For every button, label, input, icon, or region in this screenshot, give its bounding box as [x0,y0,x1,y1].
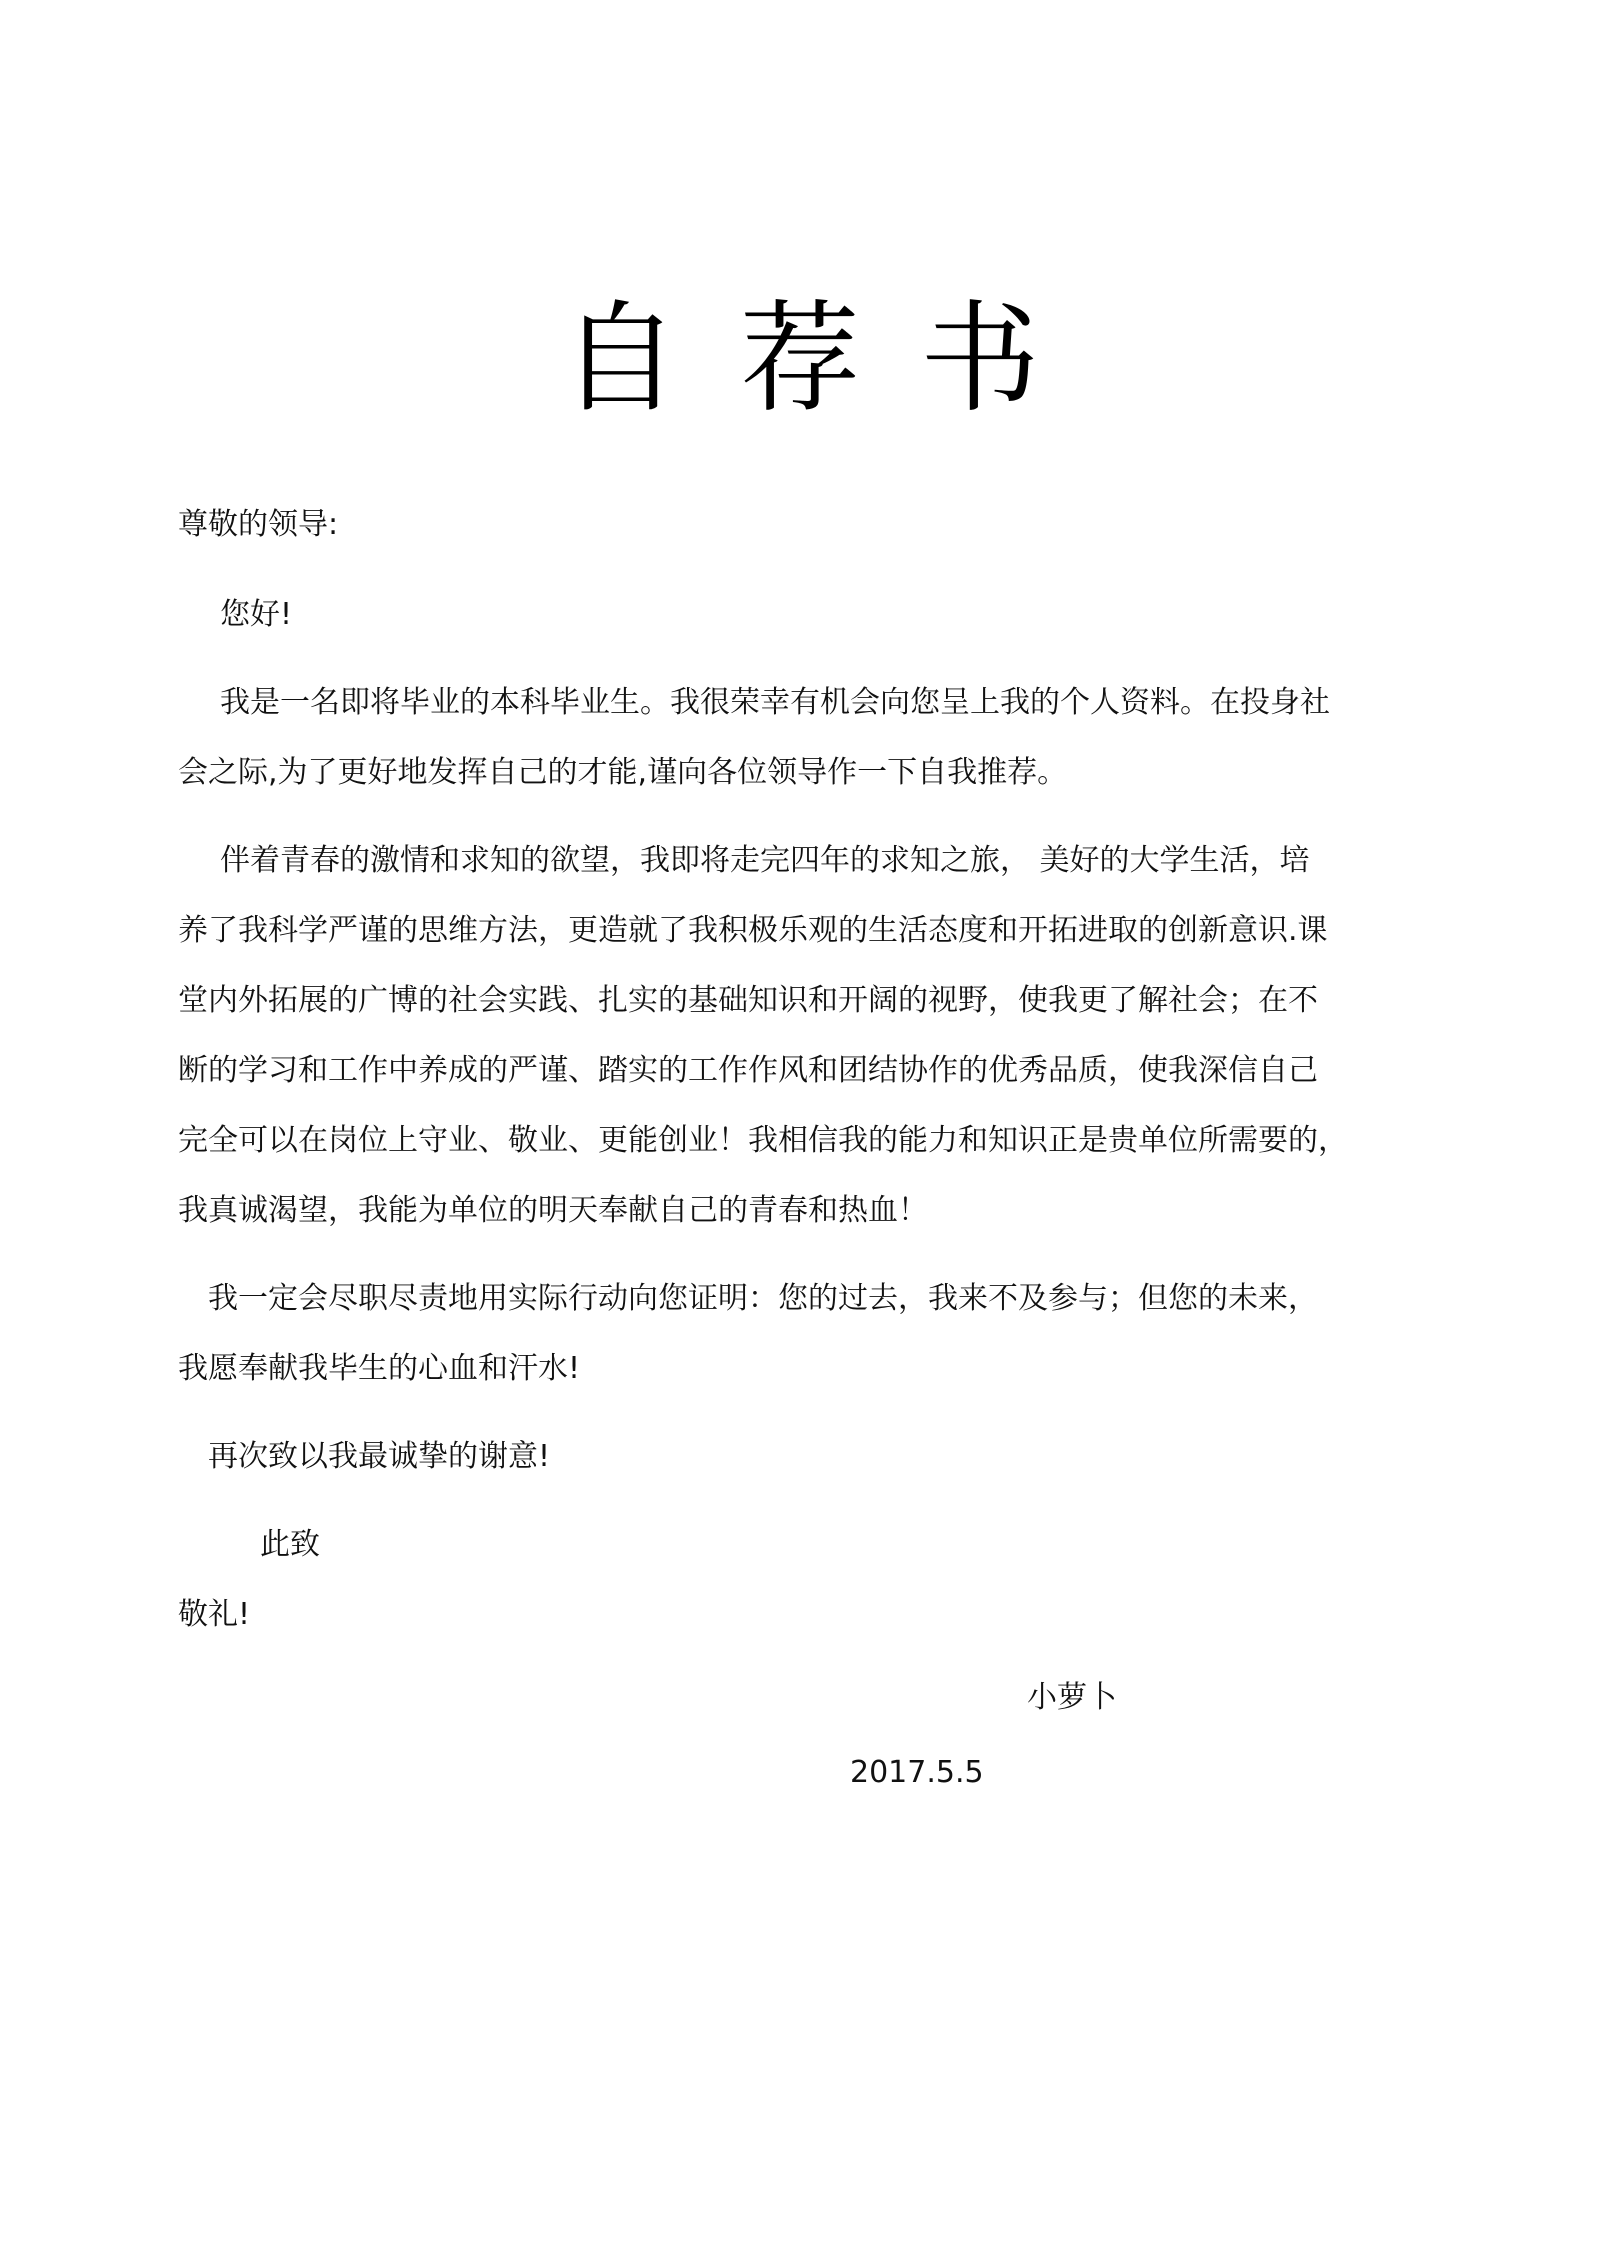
salutation: 尊敬的领导: [178,507,339,542]
paragraph-line: 我是一名即将毕业的本科毕业生。我很荣幸有机会向您呈上我的个人资料。在投身社 [220,685,1330,720]
paragraph-line: 堂内外拓展的广博的社会实践、扎实的基础知识和开阔的视野，使我更了解社会；在不 [178,983,1318,1018]
paragraph-line: 会之际,为了更好地发挥自己的才能,谨向各位领导作一下自我推荐。 [178,755,1068,790]
greeting-line: 您好! [220,597,293,632]
paragraph-line: 我一定会尽职尽责地用实际行动向您证明：您的过去，我来不及参与；但您的未来， [208,1281,1318,1316]
paragraph-line: 我愿奉献我毕生的心血和汗水! [178,1351,581,1386]
paragraph-3 [178,1264,1438,1404]
paragraph-line: 完全可以在岗位上守业、敬业、更能创业！我相信我的能力和知识正是贵单位所需要的， [178,1123,1348,1158]
paragraph-line: 伴着青春的激情和求知的欲望，我即将走完四年的求知之旅， 美好的大学生活，培 [220,843,1310,878]
paragraph-4 [178,1422,1438,1492]
paragraph-1 [178,668,1438,808]
paragraph-2 [178,826,1438,1246]
paragraph-line: 断的学习和工作中养成的严谨、踏实的工作作风和团结协作的优秀品质，使我深信自己 [178,1053,1318,1088]
signature-name: 小萝卜 [1027,1680,1117,1715]
paragraph-line: 养了我科学严谨的思维方法，更造就了我积极乐观的生活态度和开拓进取的创新意识.课 [178,913,1328,948]
document-title: 自荐书 [560,290,1100,429]
paragraph-line: 我真诚渴望，我能为单位的明天奉献自己的青春和热血！ [178,1193,928,1228]
closing-jingli: 敬礼! [178,1597,251,1632]
signature-date: 2017.5.5 [850,1755,984,1790]
closing-cizhi: 此致 [260,1527,320,1562]
letter-body [178,490,1438,1650]
paragraph-line: 再次致以我最诚挚的谢意! [208,1439,551,1474]
